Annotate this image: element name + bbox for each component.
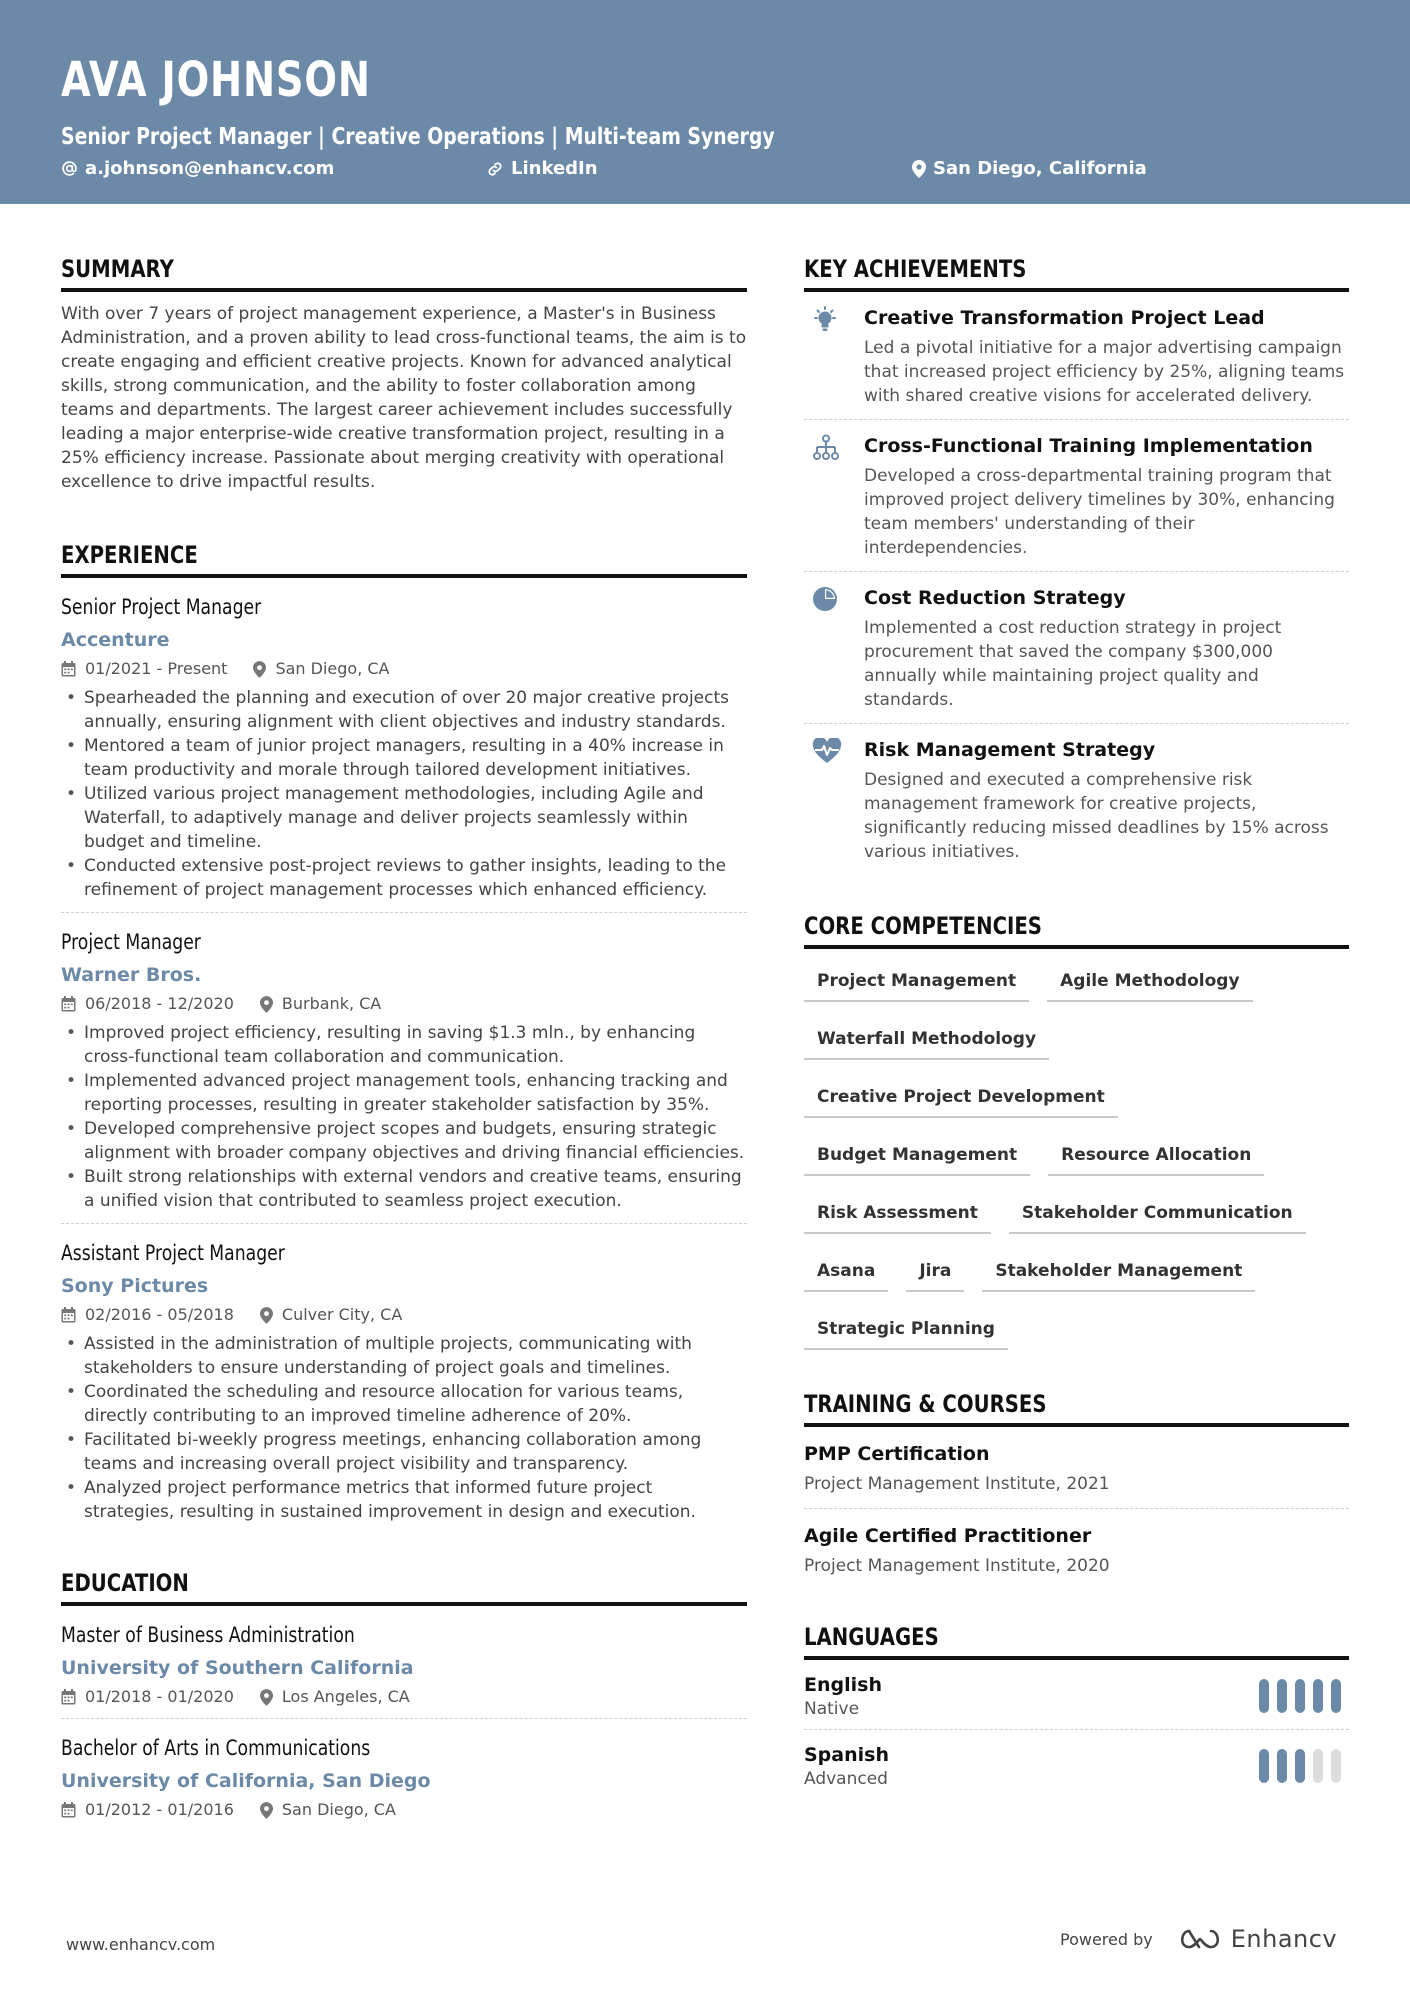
rating-bar-filled <box>1313 1679 1323 1713</box>
job-bullets <box>61 1021 747 1213</box>
resume-header <box>0 0 1410 204</box>
education-location: Los Angeles, CA <box>281 1687 410 1706</box>
language-level: Native <box>804 1699 860 1719</box>
summary-title: SUMMARY <box>61 255 174 283</box>
language-item <box>804 1660 1349 1729</box>
job-bullet: • Mentored a team of junior project managers, resulting in a 40% increase in team productivity and morale through tailored development initiatives. <box>61 734 747 782</box>
job-bullet: • Assisted in the administration of multiple projects, communicating with stakeholders to ensure understanding of project goals and timelines. <box>61 1332 747 1380</box>
achievements-section <box>804 252 1349 875</box>
rating-bar-filled <box>1277 1749 1287 1783</box>
job-bullet: • Analyzed project performance metrics that informed future project strategies, resulting in sustained improvement in design and execution. <box>61 1476 747 1524</box>
language-rating <box>1251 1749 1341 1783</box>
job-bullet: • Built strong relationships with external vendors and creative teams, ensuring a unified vision that contributed to seamless project execution. <box>61 1165 747 1213</box>
competencies-section <box>804 909 1349 1369</box>
job-dates: 06/2018 - 12/2020 <box>85 994 234 1013</box>
job-location: San Diego, CA <box>275 659 390 678</box>
course-item <box>804 1427 1349 1508</box>
education-title: EDUCATION <box>61 1569 189 1597</box>
heartbeat-icon <box>812 738 842 764</box>
map-pin-icon <box>260 1689 273 1706</box>
course-title: PMP Certification <box>804 1443 990 1465</box>
competencies-title: CORE COMPETENCIES <box>804 912 1042 940</box>
link-icon <box>486 160 504 178</box>
rating-bar-empty <box>1331 1749 1341 1783</box>
contact-location <box>912 158 1147 179</box>
at-icon <box>61 160 78 177</box>
section-divider <box>61 288 747 292</box>
achievement-description: Implemented a cost reduction strategy in project procurement that saved the company $300,000 annually while maintaining project quality and standards. <box>864 618 1282 710</box>
job-company: Warner Bros. <box>61 964 202 986</box>
summary-section <box>61 252 747 494</box>
course-item <box>804 1509 1349 1590</box>
job-bullet: • Utilized various project management methodologies, including Agile and Waterfall, to adaptively manage and deliver projects seamlessly within budget and timeline. <box>61 782 747 854</box>
job-company: Sony Pictures <box>61 1275 209 1297</box>
contact-email[interactable] <box>61 158 334 179</box>
footer-website[interactable]: www.enhancv.com <box>66 1935 216 1954</box>
experience-title: EXPERIENCE <box>61 541 198 569</box>
languages-section <box>804 1620 1349 1799</box>
language-level: Advanced <box>804 1769 888 1789</box>
job-bullet: • Facilitated bi-weekly progress meetings, enhancing collaboration among teams and increasing overall project visibility and transparency. <box>61 1428 747 1476</box>
experience-item <box>61 1238 747 1524</box>
right-column <box>804 252 1349 1799</box>
lightbulb-icon <box>812 306 838 334</box>
languages-title: LANGUAGES <box>804 1623 939 1651</box>
rating-bar-filled <box>1277 1679 1287 1713</box>
achievement-item <box>804 572 1349 723</box>
enhancv-logo-icon <box>1177 1927 1223 1951</box>
section-divider <box>61 574 747 578</box>
achievement-description: Led a pivotal initiative for a major advertising campaign that increased project efficiency by 25%, aligning teams with shared creative visions for accelerated delivery. <box>864 338 1345 406</box>
experience-item <box>61 592 747 913</box>
job-role: Assistant Project Manager <box>61 1241 285 1265</box>
left-column <box>61 252 747 1821</box>
achievement-title: Creative Transformation Project Lead <box>864 307 1265 329</box>
map-pin-icon <box>260 1802 273 1819</box>
achievements-title: KEY ACHIEVEMENTS <box>804 255 1027 283</box>
dashed-divider <box>61 912 747 913</box>
experience-section <box>61 538 747 1524</box>
education-location: San Diego, CA <box>281 1800 396 1819</box>
footer-branding <box>1060 1925 1337 1953</box>
map-pin-icon <box>912 160 926 178</box>
job-dates: 02/2016 - 05/2018 <box>85 1305 234 1324</box>
course-title: Agile Certified Practitioner <box>804 1525 1092 1547</box>
language-rating <box>1251 1679 1341 1713</box>
training-section <box>804 1387 1349 1590</box>
job-bullet: • Developed comprehensive project scopes and budgets, ensuring strategic alignment with broader company objectives and driving financial efficiencies. <box>61 1117 747 1165</box>
school: University of California, San Diego <box>61 1770 431 1792</box>
achievement-title: Cost Reduction Strategy <box>864 587 1126 609</box>
education-section <box>61 1566 747 1821</box>
course-provider: Project Management Institute, 2021 <box>804 1474 1110 1494</box>
degree: Master of Business Administration <box>61 1623 355 1647</box>
competency-tags <box>804 963 1349 1369</box>
rating-bar-filled <box>1259 1749 1269 1783</box>
map-pin-icon <box>253 661 266 678</box>
map-pin-icon <box>260 1307 273 1324</box>
job-location: Culver City, CA <box>281 1305 403 1324</box>
competency-tag: Stakeholder Communication <box>1009 1195 1306 1234</box>
rating-bar-filled <box>1295 1679 1305 1713</box>
training-title: TRAINING & COURSES <box>804 1390 1047 1418</box>
section-divider <box>61 1602 747 1606</box>
rating-bar-empty <box>1313 1749 1323 1783</box>
job-bullets <box>61 686 747 902</box>
dashed-divider <box>61 1718 747 1719</box>
contact-email-text: a.johnson@enhancv.com <box>85 158 335 179</box>
language-name: Spanish <box>804 1744 889 1766</box>
competency-tag: Project Management <box>804 963 1029 1002</box>
contact-linkedin[interactable] <box>486 158 598 179</box>
job-role: Senior Project Manager <box>61 595 262 619</box>
competency-tag: Jira <box>906 1253 964 1292</box>
job-company: Accenture <box>61 629 170 651</box>
competency-tag: Strategic Planning <box>804 1311 1008 1350</box>
competency-tag: Resource Allocation <box>1048 1137 1264 1176</box>
achievement-description: Developed a cross-departmental training program that improved project delivery timelines by 30%, enhancing team members' understanding of their interdependencies. <box>864 466 1335 558</box>
course-provider: Project Management Institute, 2020 <box>804 1556 1110 1576</box>
degree: Bachelor of Arts in Communications <box>61 1736 371 1760</box>
education-dates: 01/2012 - 01/2016 <box>85 1800 234 1819</box>
contact-location-text: San Diego, California <box>933 158 1147 179</box>
achievement-item <box>804 292 1349 419</box>
education-dates: 01/2018 - 01/2020 <box>85 1687 234 1706</box>
education-item <box>61 1733 747 1821</box>
competency-tag: Creative Project Development <box>804 1079 1118 1118</box>
calendar-icon <box>61 1689 76 1705</box>
language-name: English <box>804 1674 882 1696</box>
job-bullet: • Conducted extensive post-project reviews to gather insights, leading to the refinement of project management processes which enhanced efficiency. <box>61 854 747 902</box>
job-role: Project Manager <box>61 930 201 954</box>
achievement-item <box>804 420 1349 571</box>
achievement-title: Risk Management Strategy <box>864 739 1156 761</box>
experience-item <box>61 927 747 1224</box>
brand-name: Enhancv <box>1230 1925 1338 1953</box>
summary-text: With over 7 years of project management experience, a Master's in Business Administration, and a proven ability to lead cross-functional teams, the aim is to create engaging and efficient creative projects. Known for advanced analytical skills, strong communication, and the ability to foster collaboration among teams and departments. The largest career achievement includes successfully leading a major enterprise-wide creative transformation project, resulting in a 25% efficiency increase. Passionate about merging creativity with operational excellence to drive impactful results. <box>61 304 747 492</box>
org-chart-icon <box>812 434 840 462</box>
calendar-icon <box>61 1307 76 1323</box>
candidate-name: AVA JOHNSON <box>61 52 371 108</box>
job-bullet: • Spearheaded the planning and execution of over 20 major creative projects annually, ensuring alignment with client objectives and industry standards. <box>61 686 747 734</box>
competency-tag: Asana <box>804 1253 888 1292</box>
school: University of Southern California <box>61 1657 414 1679</box>
section-divider <box>804 945 1349 949</box>
job-meta <box>61 658 747 680</box>
competency-tag: Risk Assessment <box>804 1195 991 1234</box>
competency-tag: Waterfall Methodology <box>804 1021 1049 1060</box>
job-meta <box>61 1304 747 1326</box>
competency-tag: Budget Management <box>804 1137 1030 1176</box>
rating-bar-filled <box>1259 1679 1269 1713</box>
job-bullet: • Improved project efficiency, resulting in saving $1.3 mln., by enhancing cross-functional team collaboration and communication. <box>61 1021 747 1069</box>
job-bullet: • Implemented advanced project management tools, enhancing tracking and reporting processes, resulting in greater stakeholder satisfaction by 35%. <box>61 1069 747 1117</box>
competency-tag: Agile Methodology <box>1047 963 1252 1002</box>
calendar-icon <box>61 996 76 1012</box>
education-meta <box>61 1686 747 1708</box>
job-meta <box>61 993 747 1015</box>
education-meta <box>61 1799 747 1821</box>
powered-by-label: Powered by <box>1060 1929 1153 1949</box>
map-pin-icon <box>260 996 273 1013</box>
calendar-icon <box>61 661 76 677</box>
dashed-divider <box>61 1223 747 1224</box>
calendar-icon <box>61 1802 76 1818</box>
job-dates: 01/2021 - Present <box>85 659 228 678</box>
achievement-title: Cross-Functional Training Implementation <box>864 435 1313 457</box>
rating-bar-filled <box>1295 1749 1305 1783</box>
language-item <box>804 1730 1349 1799</box>
pie-chart-icon <box>812 586 838 612</box>
contact-linkedin-text: LinkedIn <box>511 158 598 179</box>
competency-tag: Stakeholder Management <box>982 1253 1255 1292</box>
achievement-item <box>804 724 1349 875</box>
job-bullets <box>61 1332 747 1524</box>
rating-bar-filled <box>1331 1679 1341 1713</box>
achievement-description: Designed and executed a comprehensive risk management framework for creative projects, significantly reducing missed deadlines by 15% across various initiatives. <box>864 770 1329 862</box>
education-item <box>61 1620 747 1719</box>
job-bullet: • Coordinated the scheduling and resource allocation for various teams, directly contributing to an improved timeline adherence of 20%. <box>61 1380 747 1428</box>
job-location: Burbank, CA <box>281 994 382 1013</box>
candidate-tagline: Senior Project Manager | Creative Operations | Multi-team Synergy <box>61 124 775 150</box>
